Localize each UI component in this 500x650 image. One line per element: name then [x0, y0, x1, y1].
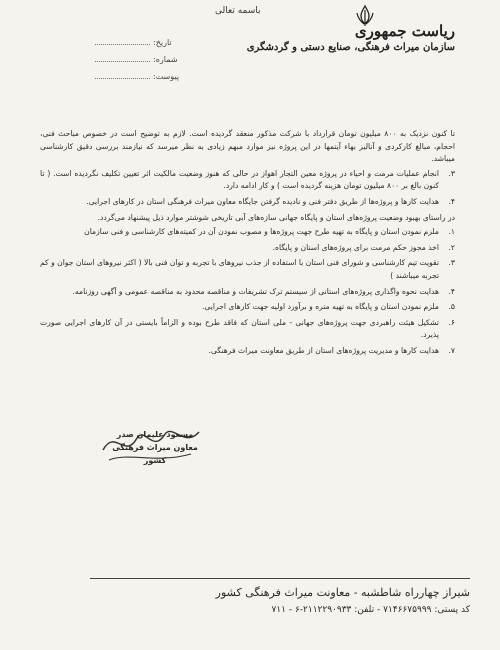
org-subtitle: سازمان میراث فرهنگی، صنایع دستی و گردشگری [246, 42, 455, 53]
attachment-label: پیوست: [153, 72, 180, 81]
item-number: ۴. [448, 286, 455, 296]
item-number: ۵. [448, 302, 455, 312]
org-title: ریاست جمهوری [354, 22, 455, 40]
attachment-field [95, 72, 179, 81]
signatory-title: معاون میراث فرهنگی [112, 443, 198, 452]
number-line [95, 61, 150, 62]
item-text: ملزم نمودن استان و پایگاه به تهیه متره و برآورد اولیه جهت کارهای اجرایی. [202, 302, 439, 312]
date-label: تاریخ: [153, 38, 172, 47]
list-item [40, 257, 455, 282]
item-number: ۴. [448, 196, 455, 206]
list-item [40, 345, 455, 358]
item-text: تشکیل هیئت راهبردی جهت پروژه‌های جهانی - ملی استان که فاقد طرح بوده و الزاماً بایستی در آن کارهای اجرایی صورت پذیرد. [40, 317, 439, 340]
item-text: تقویت تیم کارشناسی و شورای فنی استان با استفاده از جذب نیروهای با تجربه و توان فنی بالا ( اکثر نیروهای استان جوان و کم تجربه میباشند ) [40, 258, 439, 280]
signature-block [100, 428, 210, 467]
item-number: ۶. [448, 317, 455, 327]
item-text: انجام عملیات مرمت و احیاء در پروژه معین التجار اهواز در حالی که هنوز وضعیت مالکیت اثر تعیین تکلیف نگردیده است. ( تا کنون بالغ بر ۸۰۰ میلیون تومان هزینه گردیده است ) و کار ادامه دارد. [40, 168, 439, 191]
signatory-name: مسعود علیمان صدر [116, 430, 194, 439]
signatory-title-2: کشور [143, 456, 167, 465]
list-item [40, 301, 455, 314]
item-number: ۳. [448, 168, 455, 178]
footer-address: شیراز چهارراه شاطشبه - معاونت میراث فرهنگی کشور [215, 586, 470, 599]
list-item [40, 196, 455, 209]
organization-header [247, 22, 455, 53]
list-item [40, 242, 455, 255]
footer-divider [90, 578, 470, 579]
bismillah: باسمه تعالی [215, 6, 261, 16]
item-number: ۱. [448, 227, 455, 237]
proposal-intro: در راستای بهبود وضعیت پروژه‌های استان و پایگاه جهانی سازه‌های آبی تاریخی شوشتر موارد ذیل پیشنهاد می‌گردد. [97, 212, 455, 222]
number-field [95, 55, 178, 64]
list-item [40, 226, 455, 239]
item-number: ۷. [448, 345, 455, 355]
item-text: هدایت کارها و پروژه‌ها از طریق دفتر فنی و نادیده گرفتن جایگاه معاون میراث فرهنگی استان در کارهای اجرایی. [86, 196, 439, 206]
item-text: هدایت کارها و مدیریت پروژه‌های استان از طریق معاونت میراث فرهنگی. [208, 345, 439, 355]
date-field [95, 38, 172, 47]
number-label: شماره: [153, 55, 178, 64]
footer-contact: کد پستی: ۷۱۴۶۶۷۵۹۹۹ - تلفن: ۲۱۱۲۲۹۰۹۳۳-۶ - ۷۱۱ [271, 605, 470, 615]
item-text: ملزم نمودن استان و پایگاه به تهیه طرح جهت پروژه‌ها و مصوب نمودن آن در کمیته‌های کارشناسی و فنی سازمان [84, 227, 439, 237]
list-item [40, 286, 455, 299]
letter-body [40, 128, 455, 361]
item-text: اخذ مجوز حکم مرمت برای پروژه‌های استان و پایگاه. [272, 242, 439, 252]
item-number: ۳. [448, 258, 455, 268]
date-line [95, 44, 150, 45]
item-text: هدایت نحوه واگذاری پروژه‌های استانی از سیستم ترک تشریفات و مناقصه محدود به مناقصه عمومی و آگهی روزنامه. [72, 286, 439, 296]
intro-paragraph: تا کنون نزدیک به ۸۰۰ میلیون تومان قرارداد با شرکت مذکور منعقد گردیده است. لازم به توضیح است در خصوص مباحث فنی، احجام، مبالغ کارکردی و آنالیز بهاء آیتمها در این پروژه نیز موارد مبهم زیادی به نظر میرسد که نیازمند بررسی دقیق کارشناسی میباشد. [40, 129, 455, 164]
item-number: ۲. [448, 242, 455, 252]
list-item [40, 317, 455, 342]
list-item [40, 168, 455, 193]
attachment-line [95, 78, 150, 79]
